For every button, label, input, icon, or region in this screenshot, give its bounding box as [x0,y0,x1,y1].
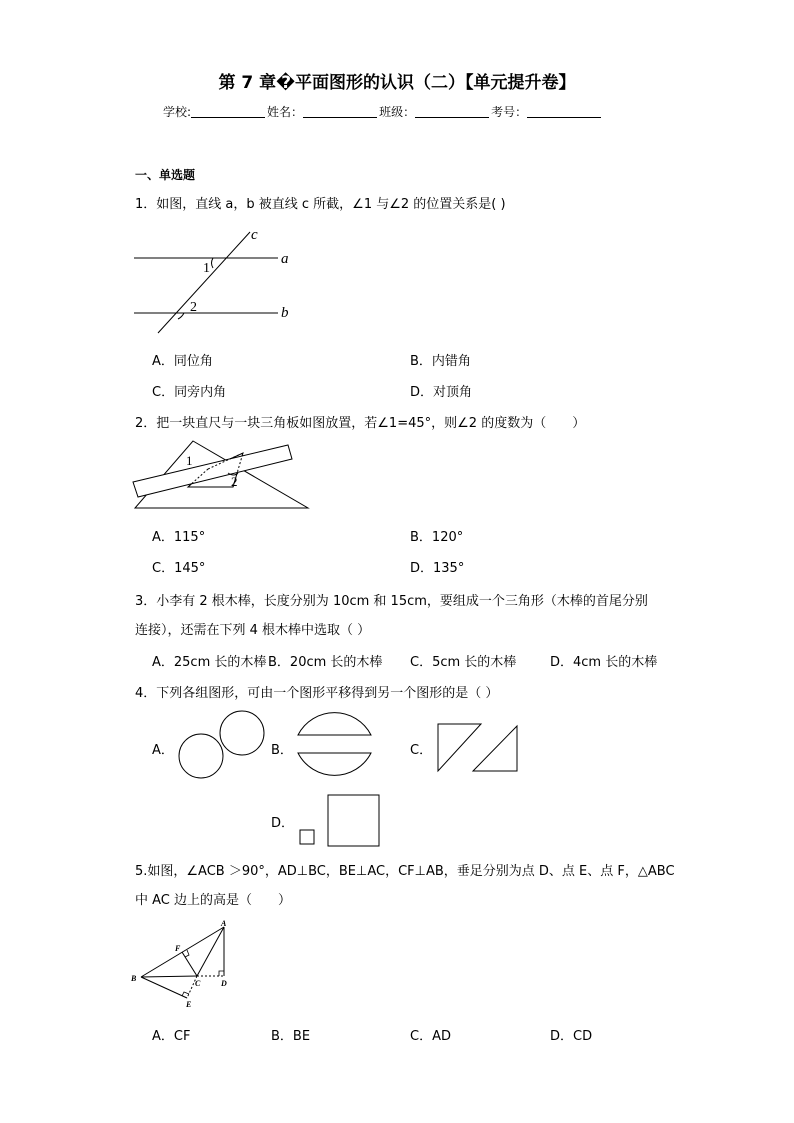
label-1: 1 [186,453,193,468]
label-B: B [131,974,137,983]
school-blank [191,105,265,118]
question-3-option-b[interactable]: B．20cm 长的木棒 [268,655,383,670]
question-1-option-c[interactable]: C．同旁内角 [152,385,227,400]
school-label: 学校: [163,105,192,119]
question-3-option-c[interactable]: C．5cm 长的木棒 [410,655,517,670]
label-a: a [281,251,289,267]
question-1-option-b[interactable]: B．内错角 [410,354,471,369]
question-2-figure [130,438,315,516]
label-1: 1 [203,261,210,276]
number-blank [527,105,601,118]
question-1-figure [130,225,300,340]
name-label: 姓名： [267,105,304,119]
question-5-option-c[interactable]: C．AD [410,1029,451,1044]
question-4-option-a[interactable]: A． [152,743,174,758]
question-5-stem-line-2: 中 AC 边上的高是（ ） [135,893,292,908]
question-4-stem: 4．下列各组图形，可由一个图形平移得到另一个图形的是（ ） [135,686,499,701]
label-c: c [251,227,258,243]
question-1-option-d[interactable]: D．对顶角 [410,385,473,400]
question-2-stem: 2．把一块直尺与一块三角板如图放置，若∠1=45°，则∠2 的度数为（ ） [135,416,586,431]
student-info-line [163,103,603,120]
question-4-figure-d [298,794,383,849]
question-5-option-d[interactable]: D．CD [550,1029,593,1044]
question-4-figure-c [436,722,521,774]
class-label: 班级： [379,105,416,119]
page-title: 第 7 章�平面图形的认识（二）【单元提升卷】 [218,73,576,93]
question-1-stem: 1．如图，直线 a，b 被直线 c 所截，∠1 与∠2 的位置关系是( ) [135,197,506,212]
question-2-option-a[interactable]: A．115° [152,530,206,545]
label-E: E [186,1000,192,1009]
section-title: 一、单选题 [135,168,196,182]
label-2: 2 [190,300,197,315]
label-F: F [175,944,181,953]
name-blank [303,105,377,118]
label-D: D [221,979,227,988]
number-label: 考号： [491,105,528,119]
class-blank [415,105,489,118]
question-5-figure [128,918,238,1013]
question-5-option-b[interactable]: B．BE [271,1029,311,1044]
question-3-stem-line-1: 3．小李有 2 根木棒，长度分别为 10cm 和 15cm，要组成一个三角形（木棒的首尾分别 [135,594,648,609]
label-C: C [195,979,201,988]
label-2: 2 [231,474,238,489]
label-A: A [221,919,227,928]
question-5-stem-line-1: 5.如图，∠ACB ＞90°，AD⊥BC，BE⊥AC，CF⊥AB，垂足分别为点 D、点 E、点 F，△ABC [135,864,675,879]
question-3-option-a[interactable]: A．25cm 长的木棒 [152,655,267,670]
question-2-option-d[interactable]: D．135° [410,561,465,576]
question-4-option-c[interactable]: C． [410,743,433,758]
question-3-option-d[interactable]: D．4cm 长的木棒 [550,655,658,670]
label-b: b [281,305,289,321]
question-4-option-d[interactable]: D． [271,816,295,831]
question-2-option-b[interactable]: B．120° [410,530,464,545]
question-2-option-c[interactable]: C．145° [152,561,206,576]
question-1-option-a[interactable]: A．同位角 [152,354,213,369]
question-3-stem-line-2: 连接），还需在下列 4 根木棒中选取（ ） [135,623,371,638]
question-4-figure-b [296,713,376,773]
question-4-option-b[interactable]: B． [271,743,293,758]
question-4-figure-a [176,710,266,780]
question-5-option-a[interactable]: A．CF [152,1029,191,1044]
